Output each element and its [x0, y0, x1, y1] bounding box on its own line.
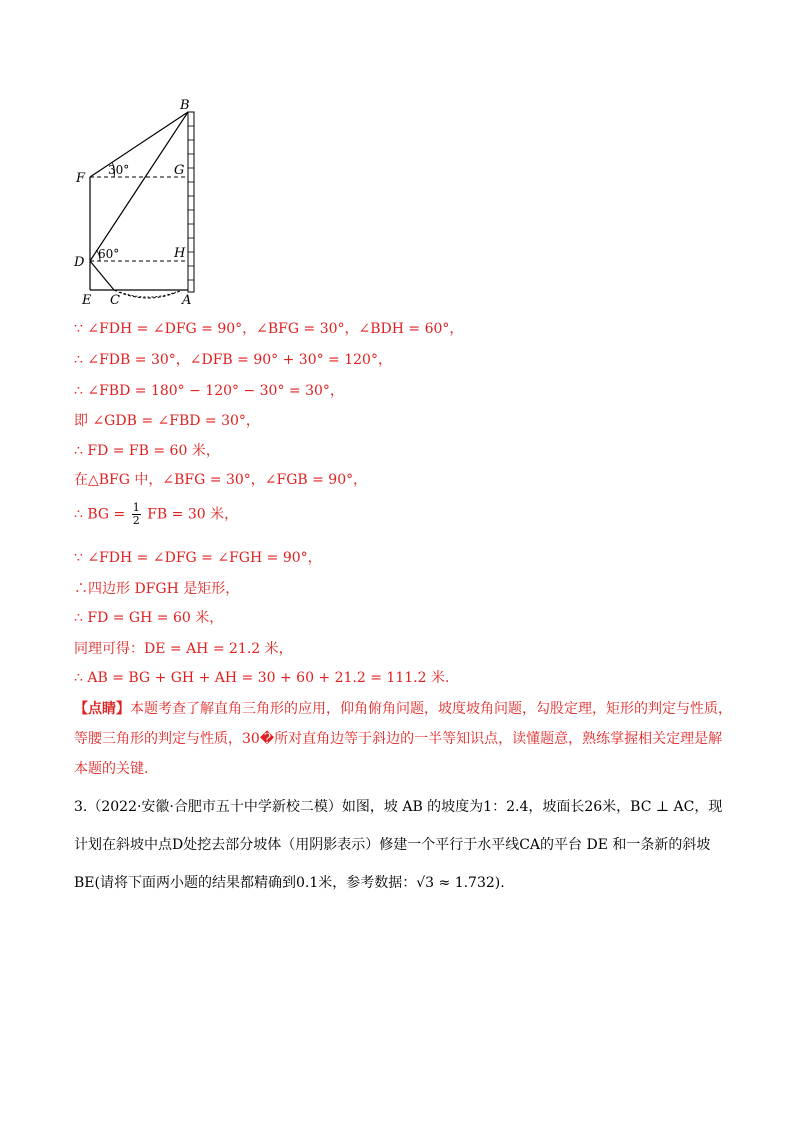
fraction-denominator: 2: [132, 514, 140, 527]
solution-line-5: ∴ FD = FB = 60 米，: [74, 443, 220, 459]
solution-line-4: 即 ∠GDB = ∠FBD = 30°，: [74, 413, 260, 429]
fraction-numerator: 1: [132, 501, 140, 514]
label-c: C: [110, 293, 120, 306]
line-db: [90, 112, 188, 261]
comment-heading: 【点睛】: [74, 701, 130, 717]
label-angle-60: 60°: [98, 247, 120, 261]
solution-line-12: ∴ AB = BG + GH + AH = 30 + 60 + 21.2 = 111.2 米.: [74, 670, 450, 686]
comment-paragraph: [74, 694, 734, 784]
solution-line-2: ∴ ∠FDB = 30°，∠DFB = 90° + 30° = 120°，: [74, 352, 392, 368]
fraction-half: [132, 502, 141, 527]
solution-line-7: [74, 502, 238, 527]
label-angle-30: 30°: [108, 163, 130, 177]
solution-line-7-post: FB = 30 米，: [147, 506, 239, 523]
label-g: G: [174, 163, 185, 178]
label-e: E: [82, 293, 92, 306]
label-a: A: [182, 293, 192, 306]
label-f: F: [76, 171, 86, 186]
solution-line-7-pre: ∴ BG =: [74, 506, 126, 523]
solution-line-6: 在△BFG 中，∠BFG = 30°，∠FGB = 90°，: [74, 472, 368, 488]
solution-line-1: ∵ ∠FDH = ∠DFG = 90°，∠BFG = 30°，∠BDH = 60°，: [74, 321, 464, 337]
solution-line-11: 同理可得：DE = AH = 21.2 米，: [74, 641, 293, 657]
solution-line-9: ∴四边形 DFGH 是矩形，: [74, 581, 240, 597]
label-h: H: [174, 246, 186, 261]
comment-body: 本题考查了解直角三角形的应用，仰角俯角问题，坡度坡角问题，勾股定理，矩形的判定与性质，等腰三角形的判定与性质，30�所对直角边等于斜边的一半等知识点，读懂题意，熟练掌握相关定理是解本题的关键.: [74, 701, 732, 777]
problem-3: 3.（2022·安徽·合肥市五十中学新校二模）如图，坡 AB 的坡度为1：2.4，坡面长26米，BC ⊥ AC，现计划在斜坡中点D处挖去部分坡体（用阴影表示）修建一个平行于水平线CA的平台 DE 和一条新的斜坡BE(请将下面两小题的结果都精确到0.1米，参考数据：√3 ≈ 1.732).: [74, 799, 723, 891]
geometry-figure: [70, 96, 220, 306]
wall-ruler: [188, 112, 194, 292]
solution-line-10: ∴ FD = GH = 60 米，: [74, 610, 224, 626]
solution-line-3: ∴ ∠FBD = 180° − 120° − 30° = 30°，: [74, 383, 344, 399]
solution-line-8: ∵ ∠FDH = ∠DFG = ∠FGH = 90°，: [74, 550, 322, 566]
label-b: B: [180, 98, 190, 113]
label-d: D: [74, 255, 85, 270]
line-dc: [90, 261, 114, 290]
